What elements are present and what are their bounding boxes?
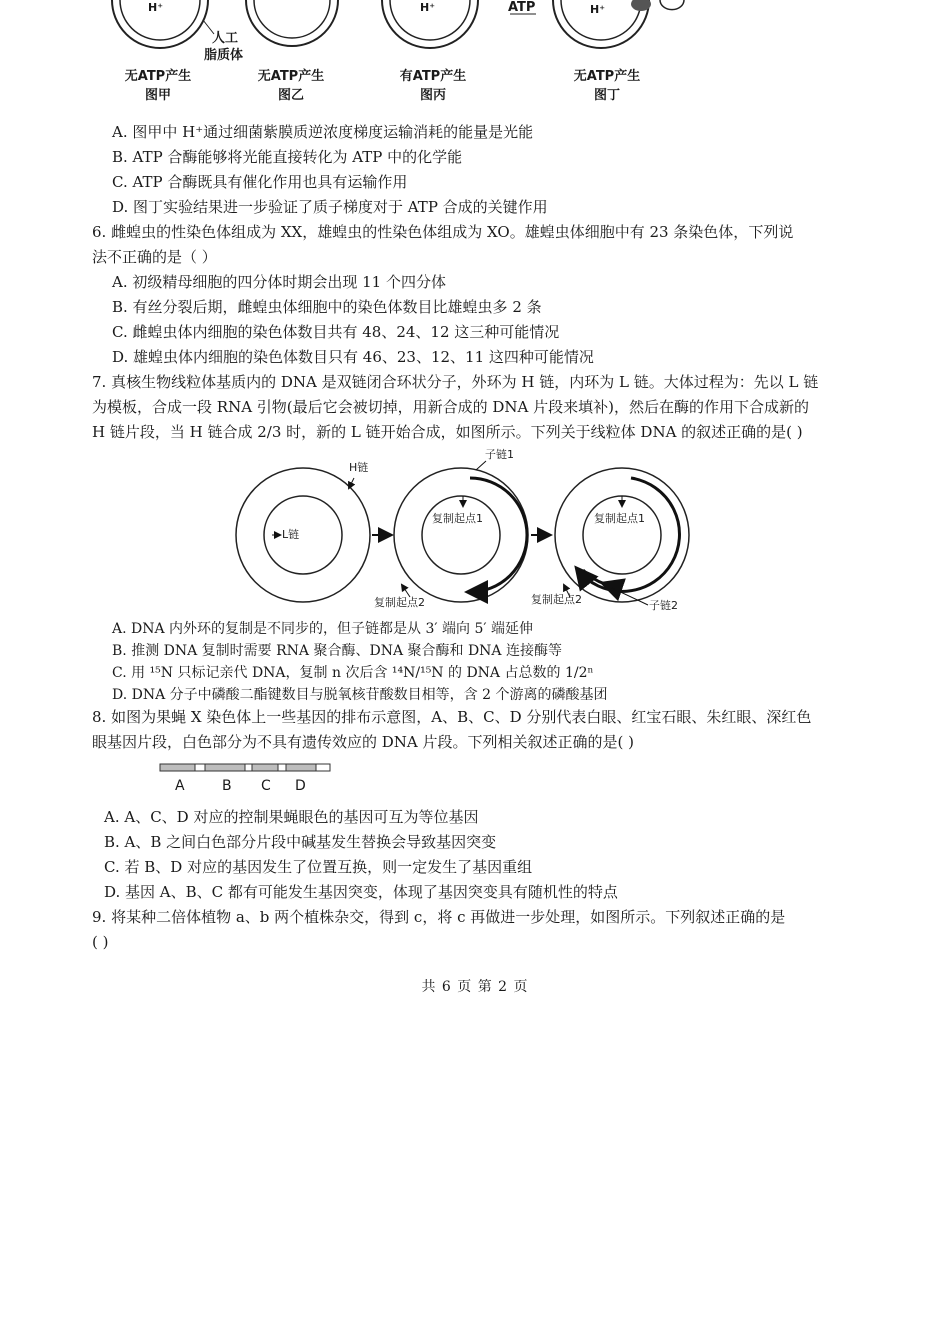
liposome-label-2: 脂质体 [204,48,244,63]
q8-option-d: D. 基因 A、B、C 都有可能发生基因突变，体现了基因突变具有随机性的特点 [104,883,618,901]
q7-stem-1: 7. 真核生物线粒体基质内的 DNA 是双链闭合环状分子，外环为 H 链，内环为 L 链。大体过程为：先以 L 链 [92,373,819,391]
h-chain-label: H链 [349,461,369,474]
q6-stem-1: 6. 雌蝗虫的性染色体组成为 XX，雄蝗虫的性染色体组成为 XO。雄蝗虫体细胞中有 23 条染色体，下列说 [92,223,794,241]
q5-option-b: B. ATP 合酶能够将光能直接转化为 ATP 中的化学能 [112,148,463,166]
q7-stem-2: 为模板，合成一段 RNA 引物(最后它会被切掉，用新合成的 DNA 片段来填补)，然后在酶的作用下合成新的 [92,398,810,416]
caption-name: 图丙 [419,88,446,103]
origin-1-label-b: 复制起点1 [594,512,645,525]
caption-name: 图乙 [277,88,304,103]
q5-option-d: D. 图丁实验结果进一步验证了质子梯度对于 ATP 合成的关键作用 [112,198,548,216]
child-chain-2-label: 子链2 [649,599,678,612]
q7-option-a: A. DNA 内外环的复制是不同步的，但子链都是从 3′ 端向 5′ 端延伸 [112,621,534,637]
q7-option-c: C. 用 ¹⁵N 只标记亲代 DNA，复制 n 次后含 ¹⁴N/¹⁵N 的 DNA 占总数的 1/2ⁿ [112,665,594,681]
gene-label-d: D [295,778,306,794]
caption-name: 图甲 [144,88,171,103]
q6-option-b: B. 有丝分裂后期，雌蝗虫体细胞中的染色体数目比雄蝗虫多 2 条 [112,298,542,316]
caption-result: 有ATP产生 [399,69,467,84]
q8-stem-1: 8. 如图为果蝇 X 染色体上一些基因的排布示意图，A、B、C、D 分别代表白眼、红宝石眼、朱红眼、深红色 [92,708,812,726]
page-footer: 共 6 页 第 2 页 [421,979,529,995]
q8-stem-2: 眼基因片段，白色部分为不具有遗传效应的 DNA 片段。下列相关叙述正确的是( ) [92,733,634,751]
q8-option-b: B. A、B 之间白色部分片段中碱基发生替换会导致基因突变 [104,833,497,851]
gene-label-c: C [261,778,271,794]
q8-option-c: C. 若 B、D 对应的基因发生了位置互换，则一定发生了基因重组 [104,858,533,876]
q5-option-c: C. ATP 合酶既具有催化作用也具有运输作用 [112,173,408,191]
caption-name: 图丁 [593,88,620,103]
liposome-label-1: 人工 [212,31,239,46]
q6-option-a: A. 初级精母细胞的四分体时期会出现 11 个四分体 [112,273,446,291]
l-chain-label: L链 [282,528,300,541]
atp-label: ATP [508,0,536,15]
q6-option-d: D. 雄蝗虫体内细胞的染色体数目只有 46、23、12、11 这四种可能情况 [112,348,594,366]
origin-2-label-b: 复制起点2 [531,593,582,606]
h-plus-label-4: H⁺ [590,3,606,16]
caption-result: 无ATP产生 [124,69,192,84]
gene-label-a: A [175,778,185,794]
q9-stem-2: ( ) [92,933,109,951]
q5-option-a: A. 图甲中 H⁺通过细菌紫膜质逆浓度梯度运输消耗的能量是光能 [112,123,534,141]
q8-option-a: A. A、C、D 对应的控制果蝇眼色的基因可互为等位基因 [104,808,479,826]
h-plus-label-3: H⁺ [420,1,436,14]
gene-label-b: B [222,778,232,794]
q6-stem-2: 法不正确的是（ ） [92,248,217,266]
caption-result: 无ATP产生 [573,69,641,84]
caption-result: 无ATP产生 [257,69,325,84]
q9-stem-1: 9. 将某种二倍体植物 a、b 两个植株杂交，得到 c，将 c 再做进一步处理，如图所示。下列叙述正确的是 [92,908,786,926]
h-plus-label-1: H⁺ [148,1,164,14]
q7-option-b: B. 推测 DNA 复制时需要 RNA 聚合酶、DNA 聚合酶和 DNA 连接酶等 [112,643,562,659]
origin-1-label-a: 复制起点1 [432,512,483,525]
q6-option-c: C. 雌蝗虫体内细胞的染色体数目共有 48、24、12 这三种可能情况 [112,323,560,341]
origin-2-label-a: 复制起点2 [374,596,425,609]
child-chain-1-label: 子链1 [485,448,514,461]
q7-stem-3: H 链片段，当 H 链合成 2/3 时，新的 L 链开始合成，如图所示。下列关于线粒体 DNA 的叙述正确的是( ) [92,423,803,441]
q7-option-d: D. DNA 分子中磷酸二酯键数目与脱氧核苷酸数目相等，含 2 个游离的磷酸基团 [112,687,608,703]
